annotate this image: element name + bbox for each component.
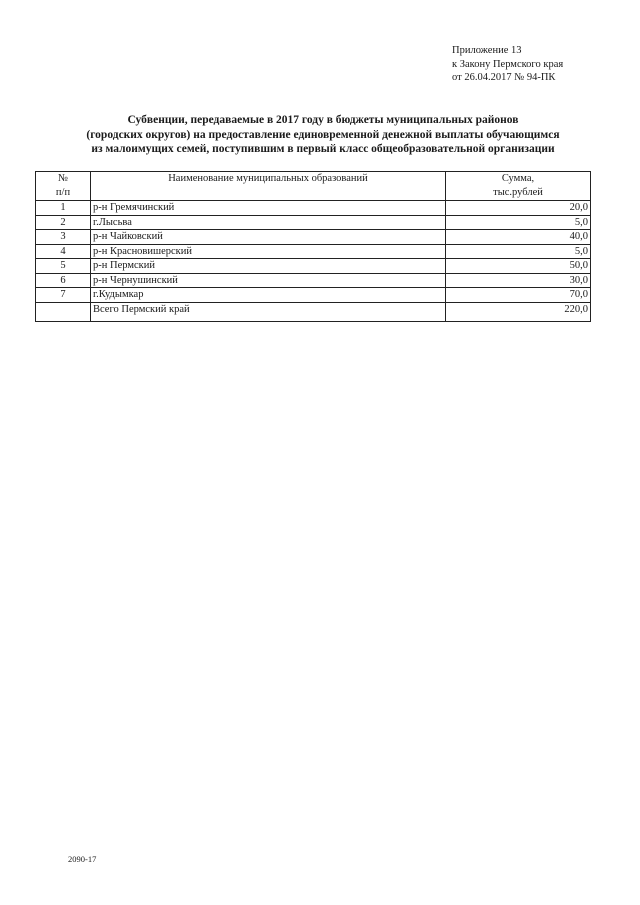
table-row xyxy=(36,244,591,259)
row-sum: 5,0 xyxy=(446,215,591,230)
row-num: 4 xyxy=(36,244,91,259)
row-name: р-н Чайковский xyxy=(91,230,446,245)
header-sum-label: Сумма, xyxy=(501,173,535,184)
header-num xyxy=(36,172,91,201)
table-row xyxy=(36,273,591,288)
row-num: 5 xyxy=(36,259,91,274)
title-line-3: из малоимущих семей, поступившим в первый класс общеобразовательной организации xyxy=(91,143,555,155)
appendix-date: от 26.04.2017 № 94-ПК xyxy=(452,72,556,83)
row-num: 2 xyxy=(36,215,91,230)
row-sum: 30,0 xyxy=(446,273,591,288)
title-line-2: (городских округов) на предоставление единовременной денежной выплаты обучающимся xyxy=(86,128,560,141)
header-sum-unit: тыс.рублей xyxy=(493,187,543,198)
row-name: г.Лысьва xyxy=(91,215,446,230)
row-num: 3 xyxy=(36,230,91,245)
table-row xyxy=(36,215,591,230)
appendix-number: Приложение 13 xyxy=(452,45,522,56)
row-sum: 20,0 xyxy=(446,201,591,216)
appendix-header xyxy=(452,44,563,85)
row-num: 7 xyxy=(36,288,91,303)
header-num-label: п/п xyxy=(55,187,71,198)
total-sum: 220,0 xyxy=(446,302,591,321)
title-line-1: Субвенции, передаваемые в 2017 году в бюджеты муниципальных районов xyxy=(127,114,519,126)
document-code: 2090-17 xyxy=(68,854,97,864)
table-row xyxy=(36,201,591,216)
table-total-row xyxy=(36,302,591,321)
row-name: р-н Чернушинский xyxy=(91,273,446,288)
total-num-cell xyxy=(36,302,91,321)
header-sum xyxy=(446,172,591,201)
table-row xyxy=(36,259,591,274)
row-name: г.Кудымкар xyxy=(91,288,446,303)
row-sum: 70,0 xyxy=(446,288,591,303)
document-title xyxy=(40,113,606,157)
header-num-symbol: № xyxy=(57,173,69,184)
row-name: р-н Красновишерский xyxy=(91,244,446,259)
row-sum: 5,0 xyxy=(446,244,591,259)
row-name: р-н Пермский xyxy=(91,259,446,274)
header-name: Наименование муниципальных образований xyxy=(91,172,446,201)
subvention-table xyxy=(35,171,591,322)
row-num: 1 xyxy=(36,201,91,216)
row-sum: 50,0 xyxy=(446,259,591,274)
total-label: Всего Пермский край xyxy=(91,302,446,321)
row-sum: 40,0 xyxy=(446,230,591,245)
row-num: 6 xyxy=(36,273,91,288)
appendix-law: к Закону Пермского края xyxy=(452,58,564,70)
table-row xyxy=(36,230,591,245)
row-name: р-н Гремячинский xyxy=(91,201,446,216)
table-header-row xyxy=(36,172,591,201)
table-row xyxy=(36,288,591,303)
